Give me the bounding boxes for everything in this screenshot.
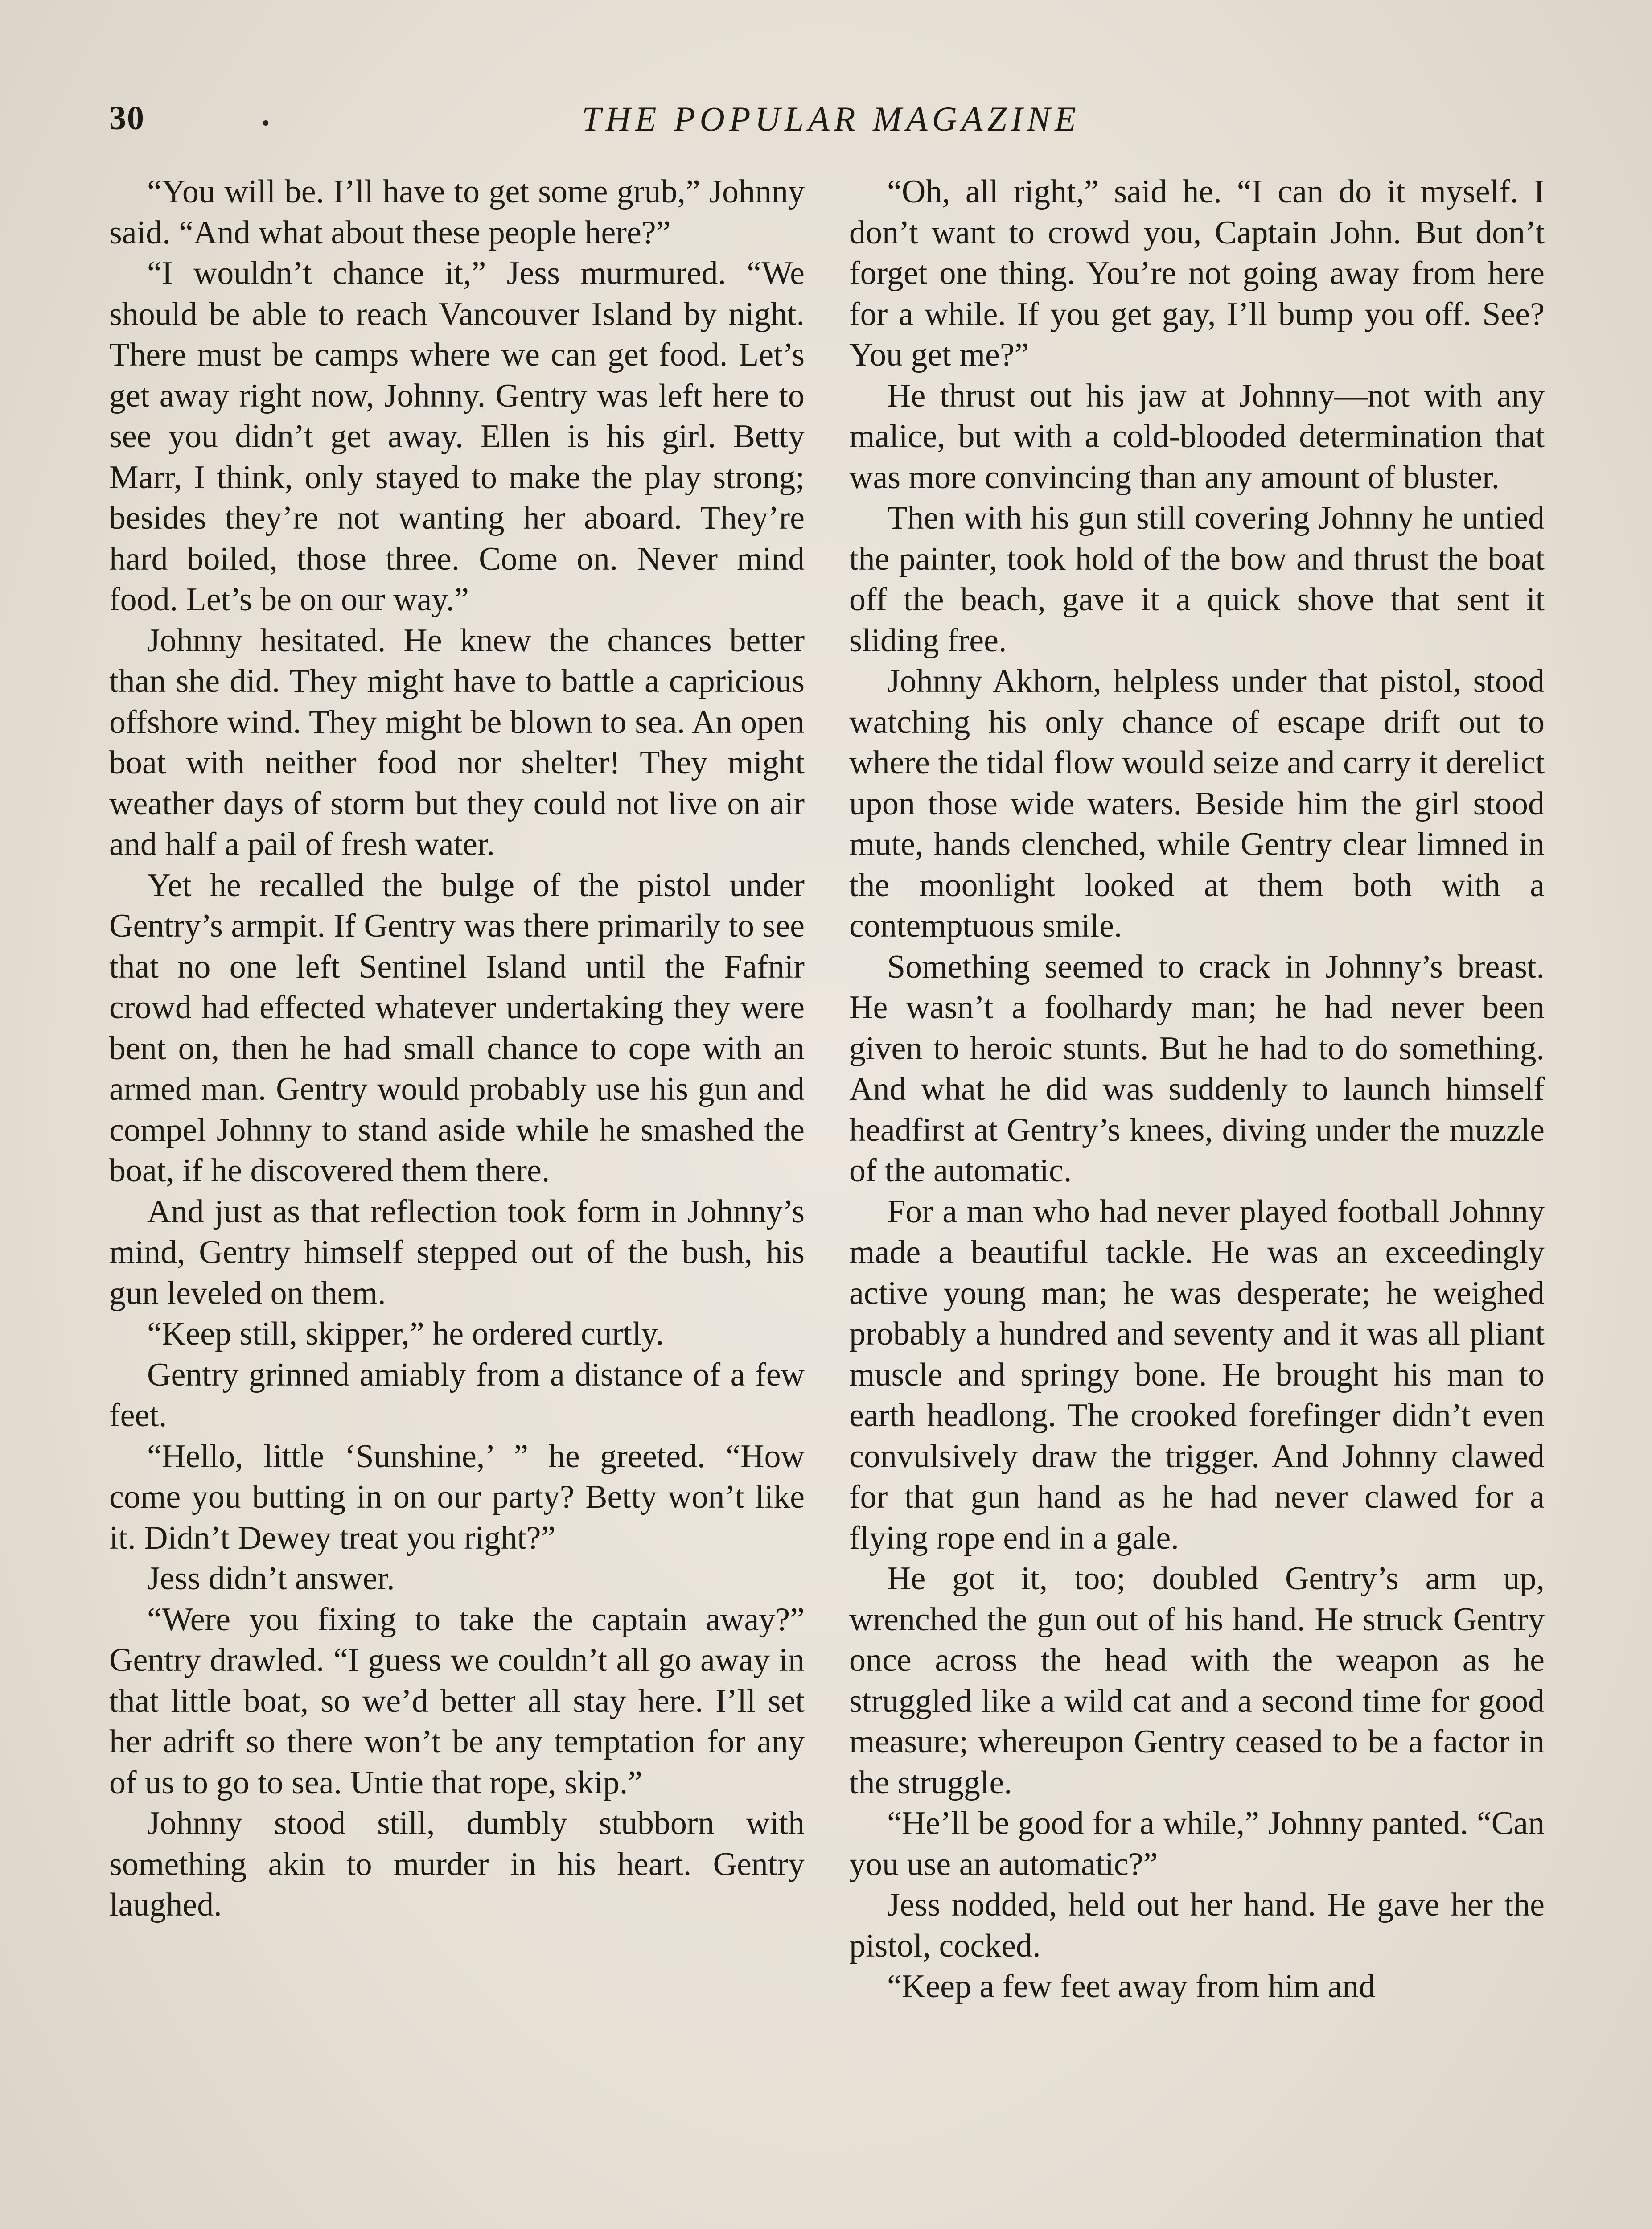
- paragraph: “Were you fixing to take the captain away?” Gentry drawled. “I guess we couldn’t all go away in that little boat, so we’d better all stay here. I’ll set her adrift so there won’t be any temptation for any of us to go to sea. Untie that rope, skip.”: [109, 1601, 805, 1801]
- paragraph: For a man who had never played football Johnny made a beautiful tackle. He was an exceedingly active young man; he was desperate; he weighed probably a hundred and seventy and it was all pliant muscle and springy bone. He brought his man to earth headlong. The crooked forefinger didn’t even convulsively draw the trigger. And Johnny clawed for that gun hand as he had never clawed for a flying rope end in a gale.: [849, 1193, 1545, 1556]
- paragraph: “Hello, little ‘Sunshine,’ ” he greeted. “How come you butting in on our party? Betty won’t like it. Didn’t Dewey treat you right?”: [109, 1438, 805, 1556]
- paragraph: He got it, too; doubled Gentry’s arm up, wrenched the gun out of his hand. He struck Gentry once across the head with the weapon as he struggled like a wild cat and a second time for good measure; whereupon Gentry ceased to be a factor in the struggle.: [849, 1560, 1545, 1801]
- paragraph: “Keep still, skipper,” he ordered curtly.: [147, 1316, 664, 1352]
- paragraph: Jess didn’t answer.: [147, 1560, 395, 1597]
- paragraph: And just as that reflection took form in Johnny’s mind, Gentry himself stepped out of the bush, his gun leveled on them.: [109, 1193, 805, 1312]
- left-column: [109, 172, 805, 1926]
- paragraph: “He’ll be good for a while,” Johnny panted. “Can you use an automatic?”: [849, 1805, 1545, 1883]
- paragraph: “Oh, all right,” said he. “I can do it myself. I don’t want to crowd you, Captain John. But don’t forget one thing. You’re not going away from here for a while. If you get gay, I’ll bump you off. See? You get me?”: [849, 173, 1545, 373]
- paragraph: Johnny Akhorn, helpless under that pistol, stood watching his only chance of escape drift out to where the tidal flow would seize and carry it derelict upon those wide waters. Beside him the girl stood mute, hands clenched, while Gentry clear limned in the moonlight looked at them both with a contemptuous smile.: [849, 663, 1545, 944]
- paragraph: “Keep a few feet away from him and: [887, 1968, 1376, 2005]
- page-header: [109, 99, 1545, 148]
- paragraph: Then with his gun still covering Johnny he untied the painter, took hold of the bow and thrust the boat off the beach, gave it a quick shove that sent it sliding free.: [849, 500, 1545, 659]
- right-column: [849, 172, 1545, 2007]
- page-number: 30: [109, 99, 145, 137]
- paragraph: “You will be. I’ll have to get some grub,” Johnny said. “And what about these people here?”: [109, 173, 805, 251]
- paragraph: Gentry grinned amiably from a distance of a few feet.: [109, 1356, 805, 1434]
- paragraph: Something seemed to crack in Johnny’s breast. He wasn’t a foolhardy man; he had never been given to heroic stunts. But he had to do something. And what he did was suddenly to launch himself headfirst at Gentry’s knees, diving under the muzzle of the automatic.: [849, 948, 1545, 1189]
- ornament-dot: [263, 120, 268, 126]
- running-head: THE POPULAR MAGAZINE: [582, 99, 1081, 138]
- paragraph: Yet he recalled the bulge of the pistol under Gentry’s armpit. If Gentry was there primarily to see that no one left Sentinel Island until the Fafnir crowd had effected whatever undertaking they were bent on, then he had small chance to cope with an armed man. Gentry would probably use his gun and compel Johnny to stand aside while he smashed the boat, if he discovered them there.: [109, 867, 805, 1189]
- paragraph: Johnny hesitated. He knew the chances better than she did. They might have to battle a capricious offshore wind. They might be blown to sea. An open boat with neither food nor shelter! They might weather days of storm but they could not live on air and half a pail of fresh water.: [109, 622, 805, 863]
- paragraph: “I wouldn’t chance it,” Jess murmured. “We should be able to reach Vancouver Island by night. There must be camps where we can get food. Let’s get away right now, Johnny. Gentry was left here to see you didn’t get away. Ellen is his girl. Betty Marr, I think, only stayed to make the play strong; besides they’re not wanting her aboard. They’re hard boiled, those three. Come on. Never mind food. Let’s be on our way.”: [109, 255, 805, 618]
- paragraph: Jess nodded, held out her hand. He gave her the pistol, cocked.: [849, 1887, 1545, 1964]
- paragraph: Johnny stood still, dumbly stubborn with something akin to murder in his heart. Gentry laughed.: [109, 1805, 805, 1923]
- paragraph: He thrust out his jaw at Johnny—not with any malice, but with a cold-blooded determination that was more convincing than any amount of bluster.: [849, 377, 1545, 496]
